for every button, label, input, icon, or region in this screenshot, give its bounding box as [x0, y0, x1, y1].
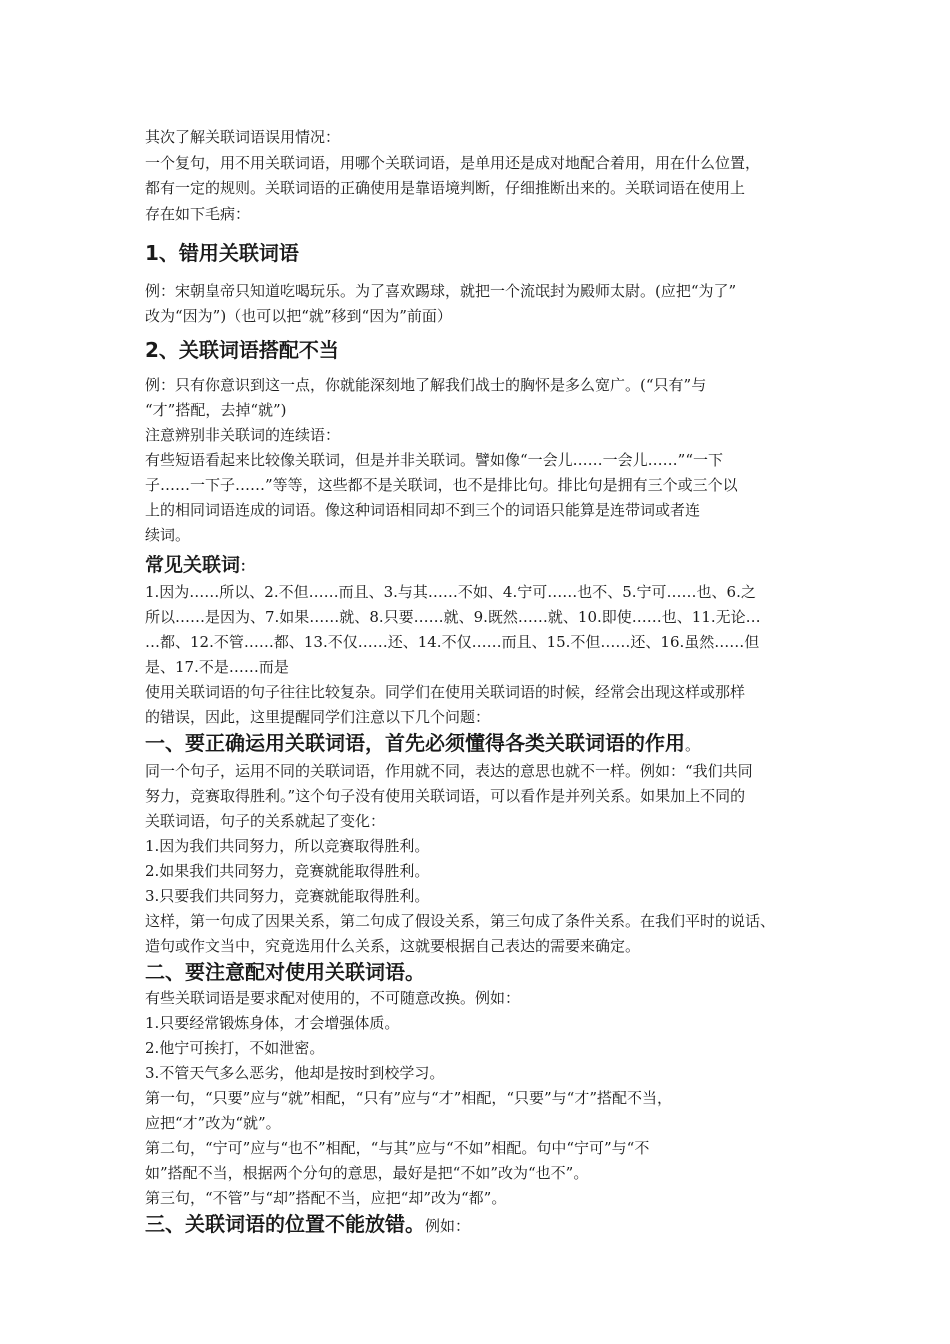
part3-heading-text: 三、关联词语的位置不能放错。 [145, 1212, 425, 1236]
section2-note-title: 注意辨别非关联词的连续语： [145, 426, 341, 444]
common-heading-text: 常见关联词 [145, 554, 241, 576]
section1-example-line: 例：宋朝皇帝只知道吃喝玩乐。为了喜欢踢球，就把一个流氓封为殿师太尉。(应把“为了” [145, 282, 737, 300]
common-after-line: 的错误，因此，这里提醒同学们注意以下几个问题： [145, 708, 491, 726]
part2-analysis-line: 应把“才”改为“就”。 [145, 1114, 281, 1132]
common-connectives-heading [145, 552, 820, 580]
part2-example: 3.不管天气多么恶劣，他却是按时到校学习。 [145, 1064, 445, 1082]
common-connectives-list [145, 580, 820, 730]
part1-conclusion-line: 造句或作文当中，究竟选用什么关系，这就要根据自己表达的需要来确定。 [145, 937, 641, 955]
section2-example-line: 例：只有你意识到这一点，你就能深刻地了解我们战士的胸怀是多么宽广。(“只有”与 [145, 376, 707, 394]
common-list-line: …都、12.不管……都、13.不仅……还、14.不仅……而且、15.不但……还、16.虽然……但 [145, 633, 760, 651]
section2-note-line: 有些短语看起来比较像关联词，但是并非关联词。譬如像“一会儿……一会儿……”“一下 [145, 451, 724, 469]
part3-heading-tail: 例如： [425, 1217, 471, 1235]
part1-example: 1.因为我们共同努力，所以竞赛取得胜利。 [145, 837, 430, 855]
part2-analysis-line: 如”搭配不当，根据两个分句的意思，最好是把“不如”改为“也不”。 [145, 1164, 589, 1182]
part1-heading-text: 一、要正确运用关联词语，首先必须懂得各类关联词语的作用 [145, 731, 685, 755]
common-list-line: 是、17.不是……而是 [145, 658, 289, 676]
part1-example: 3.只要我们共同努力，竞赛就能取得胜利。 [145, 887, 430, 905]
common-after-line: 使用关联词语的句子往往比较复杂。同学们在使用关联词语的时候，经常会出现这样或那样 [145, 683, 746, 701]
part2-analysis-line: 第三句，“不管”与“却”搭配不当，应把“却”改为“都”。 [145, 1189, 507, 1207]
part3-heading [145, 1211, 820, 1240]
part1-example: 2.如果我们共同努力，竞赛就能取得胜利。 [145, 862, 430, 880]
section2-note-line: 上的相同词语连成的词语。像这种词语相同却不到三个的词语只能算是连带词或者连 [145, 501, 701, 519]
common-heading-colon: ： [240, 559, 255, 575]
part1-heading [145, 730, 820, 759]
part1-para-line: 同一个句子，运用不同的关联词语，作用就不同，表达的意思也就不一样。例如：“我们共同 [145, 762, 753, 780]
section2-note-line: 续词。 [145, 526, 191, 544]
section2-heading: 2、关联词语搭配不当 [145, 338, 339, 362]
intro-section [145, 125, 820, 227]
part2-body [145, 986, 820, 1211]
part2-analysis-line: 第一句，“只要”应与“就”相配，“只有”应与“才”相配，“只要”与“才”搭配不当， [145, 1089, 673, 1107]
part2-analysis-line: 第二句，“宁可”应与“也不”相配，“与其”应与“不如”相配。句中“宁可”与“不 [145, 1139, 650, 1157]
section1-example-line: 改为“因为”)（也可以把“就”移到“因为”前面） [145, 307, 452, 325]
part2-example: 2.他宁可挨打，不如泄密。 [145, 1039, 325, 1057]
common-list-line: 1.因为……所以、2.不但……而且、3.与其……不如、4.宁可……也不、5.宁可……也、6.之 [145, 583, 756, 601]
part1-conclusion-line: 这样，第一句成了因果关系，第二句成了假设关系，第三句成了条件关系。在我们平时的说话、 [145, 912, 776, 930]
intro-line: 一个复句，用不用关联词语，用哪个关联词语，是单用还是成对地配合着用，用在什么位置， [145, 153, 761, 172]
common-list-line: 所以……是因为、7.如果……就、8.只要……就、9.既然……就、10.即使……也、11.无论… [145, 608, 761, 626]
section2-note-line: 子……一下子……”等等，这些都不是关联词，也不是排比句。排比句是拥有三个或三个以 [145, 476, 738, 494]
part2-example: 1.只要经常锻炼身体，才会增强体质。 [145, 1014, 400, 1032]
part2-heading: 二、要注意配对使用关联词语。 [145, 960, 425, 984]
intro-line: 存在如下毛病： [145, 204, 251, 223]
part1-body [145, 759, 820, 959]
part1-heading-tail: 。 [685, 736, 701, 754]
intro-title: 其次了解关联词语误用情况： [145, 128, 341, 146]
section2-example-line: “才”搭配，去掉“就”) [145, 401, 287, 419]
document-body [145, 125, 820, 1240]
part2-intro: 有些关联词语是要求配对使用的，不可随意改换。例如： [145, 989, 521, 1007]
part1-para-line: 努力，竞赛取得胜利。”这个句子没有使用关联词语，可以看作是并列关系。如果加上不同的 [145, 787, 746, 805]
part1-para-line: 关联词语，句子的关系就起了变化： [145, 812, 386, 830]
section1-heading: 1、错用关联词语 [145, 241, 299, 265]
intro-line: 都有一定的规则。关联词语的正确使用是靠语境判断，仔细推断出来的。关联词语在使用上 [145, 179, 746, 197]
